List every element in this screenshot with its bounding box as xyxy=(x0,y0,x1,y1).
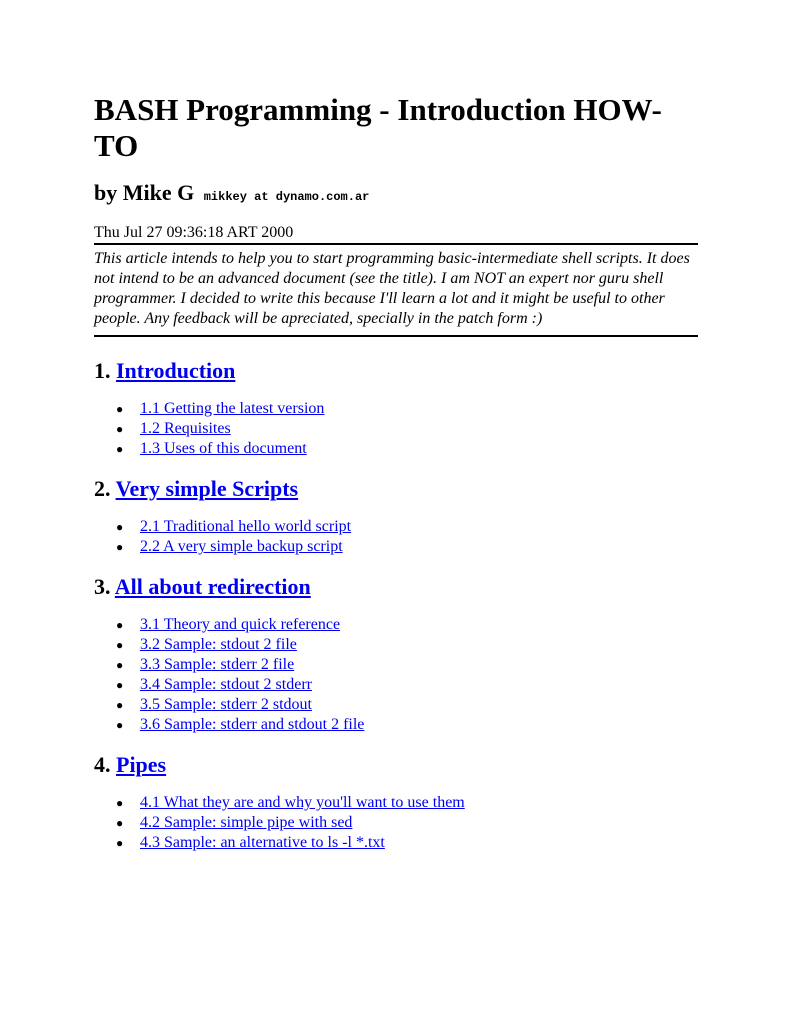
subsection-link[interactable]: 2.1 Traditional hello world script xyxy=(140,518,352,535)
subsection-link[interactable]: 3.5 Sample: stderr 2 stdout xyxy=(140,696,312,713)
bullet-icon: ● xyxy=(116,638,124,652)
subsection-link[interactable]: 3.3 Sample: stderr 2 file xyxy=(140,656,295,673)
section-heading xyxy=(94,475,698,503)
list-item xyxy=(94,715,698,735)
subsection-link[interactable]: 2.2 A very simple backup script xyxy=(140,538,343,555)
subsection-link[interactable]: 4.2 Sample: simple pipe with sed xyxy=(140,814,353,831)
subsection-link[interactable]: 4.1 What they are and why you'll want to use them xyxy=(140,794,465,811)
subsection-link[interactable]: 3.2 Sample: stdout 2 file xyxy=(140,636,297,653)
section-number: 4. xyxy=(94,752,111,777)
list-item xyxy=(94,399,698,419)
byline xyxy=(94,180,698,210)
subsection-list xyxy=(94,399,698,459)
subsection-list xyxy=(94,793,698,853)
subsection-link[interactable]: 4.3 Sample: an alternative to ls -l *.txt xyxy=(140,834,385,851)
toc-section xyxy=(94,475,698,557)
list-item xyxy=(94,419,698,439)
bullet-icon: ● xyxy=(116,442,124,456)
subsection-link[interactable]: 3.6 Sample: stderr and stdout 2 file xyxy=(140,716,365,733)
abstract-bottom-divider xyxy=(94,335,698,337)
section-link[interactable]: All about redirection xyxy=(114,574,311,599)
toc-section xyxy=(94,573,698,735)
toc-section xyxy=(94,751,698,853)
bullet-icon: ● xyxy=(116,678,124,692)
bullet-icon: ● xyxy=(116,422,124,436)
toc-section xyxy=(94,357,698,459)
section-link[interactable]: Introduction xyxy=(116,358,236,383)
bullet-icon: ● xyxy=(116,402,124,416)
list-item xyxy=(94,833,698,853)
bullet-icon: ● xyxy=(116,718,124,732)
list-item xyxy=(94,635,698,655)
section-heading xyxy=(94,573,698,601)
bullet-icon: ● xyxy=(116,618,124,632)
abstract: This article intends to help you to start programming basic-intermediate shell scripts. It does not intend to be an advanced document (see the title). I am NOT an expert nor guru shell programmer. I decided to write this because I'll learn a lot and it might be useful to other people. Any feedback will be apreciated, specially in the patch form :) xyxy=(94,250,690,327)
list-item xyxy=(94,813,698,833)
list-item xyxy=(94,655,698,675)
list-item xyxy=(94,615,698,635)
subsection-list xyxy=(94,615,698,735)
section-number: 2. xyxy=(94,476,111,501)
section-number: 3. xyxy=(94,574,111,599)
section-heading xyxy=(94,751,698,779)
section-heading xyxy=(94,357,698,385)
bullet-icon: ● xyxy=(116,796,124,810)
bullet-icon: ● xyxy=(116,698,124,712)
abstract-top-divider xyxy=(94,243,698,245)
section-link[interactable]: Pipes xyxy=(116,752,167,777)
bullet-icon: ● xyxy=(116,816,124,830)
list-item xyxy=(94,675,698,695)
section-number: 1. xyxy=(94,358,111,383)
list-item xyxy=(94,793,698,813)
subsection-list xyxy=(94,517,698,557)
publish-date: Thu Jul 27 09:36:18 ART 2000 xyxy=(94,224,294,241)
subsection-link[interactable]: 1.2 Requisites xyxy=(140,420,231,437)
bullet-icon: ● xyxy=(116,658,124,672)
bullet-icon: ● xyxy=(116,540,124,554)
list-item xyxy=(94,695,698,715)
list-item xyxy=(94,439,698,459)
page-title: BASH Programming - Introduction HOW-TO xyxy=(94,92,662,163)
subsection-link[interactable]: 3.1 Theory and quick reference xyxy=(140,616,341,633)
subsection-link[interactable]: 3.4 Sample: stdout 2 stderr xyxy=(140,676,312,693)
list-item xyxy=(94,537,698,557)
document-page xyxy=(94,92,698,853)
bullet-icon: ● xyxy=(116,520,124,534)
author-name: by Mike G xyxy=(94,180,195,205)
list-item xyxy=(94,517,698,537)
subsection-link[interactable]: 1.3 Uses of this document xyxy=(140,440,307,457)
subsection-link[interactable]: 1.1 Getting the latest version xyxy=(140,400,325,417)
author-email: mikkey at dynamo.com.ar xyxy=(203,190,370,204)
table-of-contents xyxy=(94,357,698,853)
section-link[interactable]: Very simple Scripts xyxy=(115,476,299,501)
bullet-icon: ● xyxy=(116,836,124,850)
